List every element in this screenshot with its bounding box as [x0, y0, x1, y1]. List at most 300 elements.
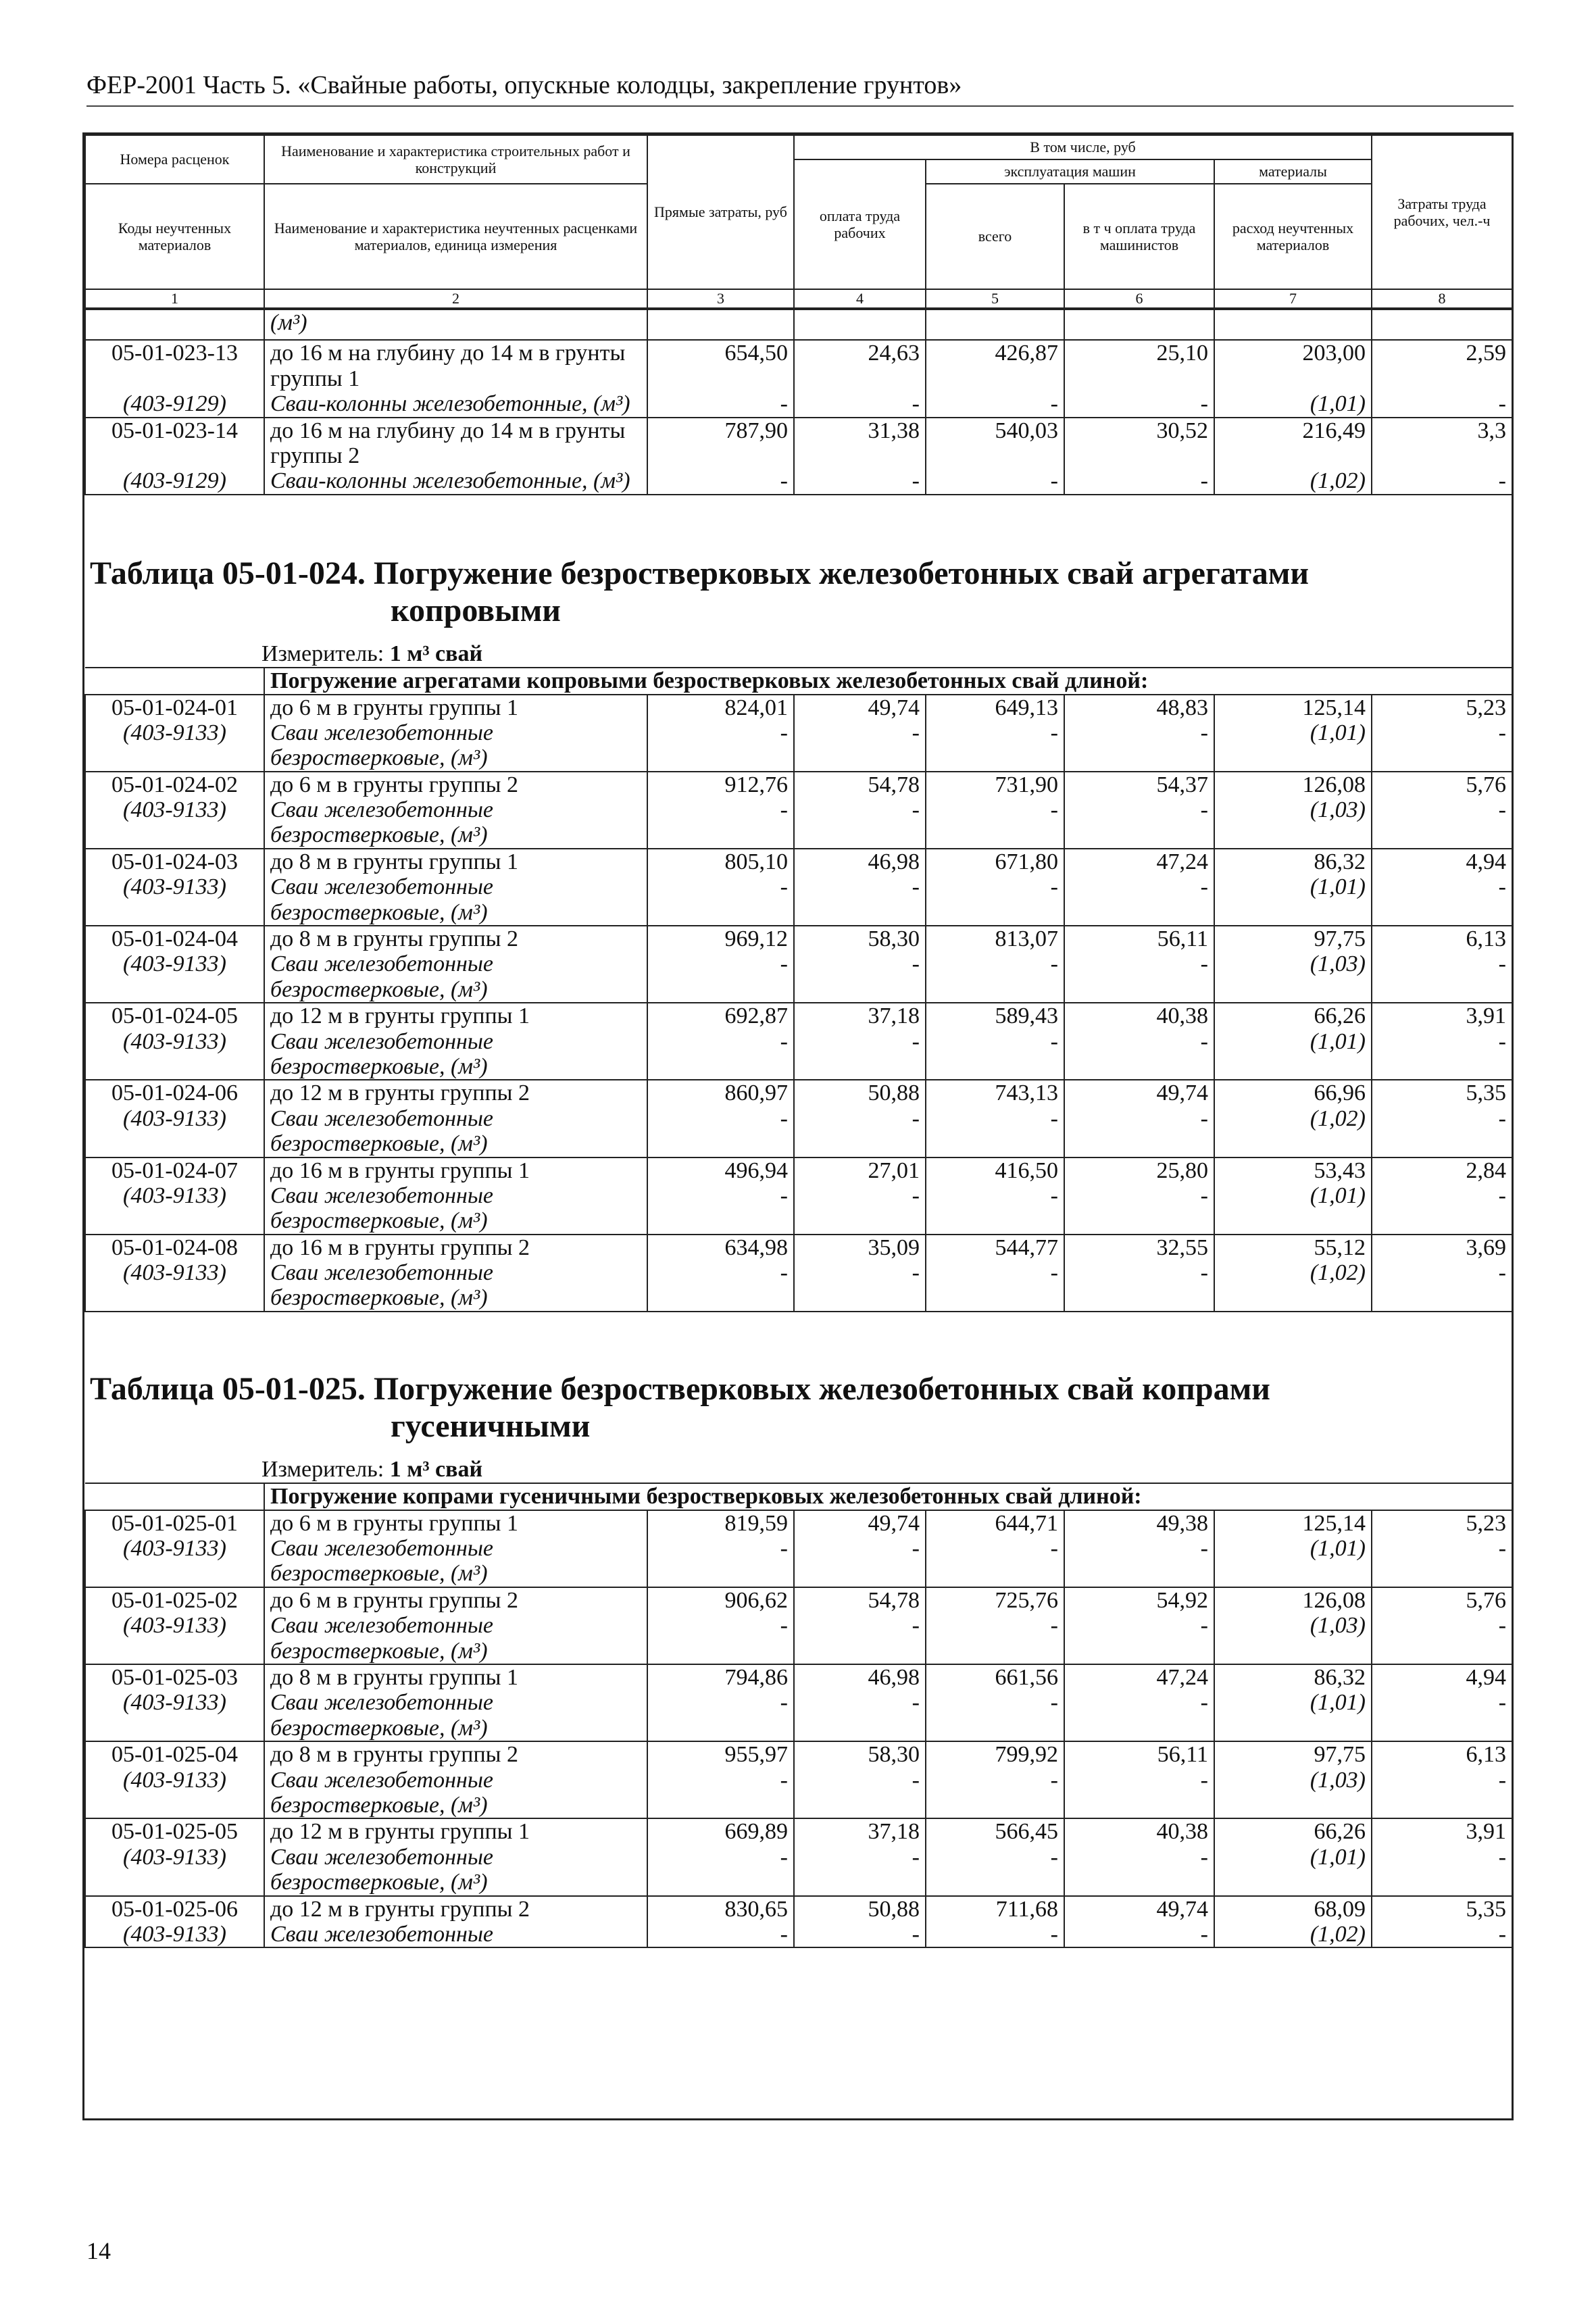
- rate-row: [85, 1235, 1512, 1260]
- price-sheet: [82, 132, 1514, 2120]
- labor: 5,23: [1372, 695, 1512, 720]
- direct-costs: 912,76: [647, 772, 794, 797]
- rate-code: 05-01-025-03: [85, 1664, 264, 1690]
- material-usage: (1,01): [1214, 1845, 1372, 1870]
- col-materials: материалы: [1214, 159, 1372, 184]
- empty-value: -: [1064, 1183, 1214, 1208]
- material-description: Сваи-колонны железобетонные, (м³): [264, 391, 647, 417]
- material-row-continued: [85, 1561, 1512, 1587]
- empty-value: -: [794, 951, 926, 976]
- wages: 58,30: [794, 1741, 926, 1767]
- rate-row: [85, 1741, 1512, 1767]
- machinist-wages: 49,38: [1064, 1510, 1214, 1536]
- labor: 3,69: [1372, 1235, 1512, 1260]
- empty-value: -: [794, 797, 926, 822]
- machines-total: 589,43: [926, 1003, 1064, 1028]
- empty-value: -: [1064, 1260, 1214, 1285]
- empty-value: -: [794, 1260, 926, 1285]
- empty-value: -: [647, 391, 794, 417]
- wages: 50,88: [794, 1080, 926, 1105]
- material-row: [85, 1613, 1512, 1638]
- empty-value: -: [926, 1690, 1064, 1715]
- direct-costs: 860,97: [647, 1080, 794, 1105]
- wages: 54,78: [794, 772, 926, 797]
- material-description-continued: безростверковые, (м³): [264, 822, 647, 848]
- labor: 3,91: [1372, 1818, 1512, 1844]
- labor: 5,76: [1372, 1587, 1512, 1613]
- table-024-measure: Измеритель: 1 м³ свай: [261, 641, 483, 667]
- empty-value: -: [1064, 1922, 1214, 1947]
- machines-total: 544,77: [926, 1235, 1064, 1260]
- material-description: Сваи железобетонные: [264, 720, 647, 745]
- empty-value: -: [1372, 1106, 1512, 1131]
- empty-value: -: [926, 1768, 1064, 1793]
- labor: 3,3: [1372, 418, 1512, 469]
- material-code: (403-9133): [85, 1922, 264, 1947]
- material-description-continued: безростверковые, (м³): [264, 900, 647, 926]
- rate-code: 05-01-024-06: [85, 1080, 264, 1105]
- wages: 24,63: [794, 340, 926, 391]
- material-row-continued: [85, 977, 1512, 1003]
- machinist-wages: 56,11: [1064, 926, 1214, 951]
- empty-value: -: [926, 1183, 1064, 1208]
- direct-costs: 969,12: [647, 926, 794, 951]
- material-description: Сваи железобетонные: [264, 1613, 647, 1638]
- direct-costs: 830,65: [647, 1896, 794, 1922]
- material-row-continued: [85, 1639, 1512, 1664]
- table-025: [84, 1483, 1513, 1948]
- rate-description: до 16 м в грунты группы 2: [264, 1235, 647, 1260]
- material-usage: (1,01): [1214, 1029, 1372, 1054]
- col-number: 8: [1372, 289, 1512, 308]
- empty-value: -: [1064, 1536, 1214, 1561]
- empty-value: -: [647, 1768, 794, 1793]
- empty-value: -: [1064, 391, 1214, 417]
- empty-value: -: [794, 874, 926, 899]
- col-material-names: Наименование и характеристика неучтенных расценками материалов, единица измерения: [264, 184, 647, 289]
- labor: 5,76: [1372, 772, 1512, 797]
- material-description: Сваи-колонны железобетонные, (м³): [264, 468, 647, 494]
- material-description: Сваи железобетонные: [264, 1768, 647, 1793]
- machinist-wages: 47,24: [1064, 1664, 1214, 1690]
- direct-costs: 824,01: [647, 695, 794, 720]
- material-description-continued: безростверковые, (м³): [264, 1793, 647, 1818]
- material-usage: (1,01): [1214, 1536, 1372, 1561]
- material-code: (403-9133): [85, 874, 264, 899]
- labor: 3,91: [1372, 1003, 1512, 1028]
- materials: 68,09: [1214, 1896, 1372, 1922]
- machines-total: 725,76: [926, 1587, 1064, 1613]
- material-code: (403-9133): [85, 1536, 264, 1561]
- empty-value: -: [926, 1613, 1064, 1638]
- material-description-continued: безростверковые, (м³): [264, 745, 647, 771]
- empty-value: -: [794, 468, 926, 494]
- material-row-continued: [85, 1208, 1512, 1234]
- labor: 5,35: [1372, 1080, 1512, 1105]
- col-labor: Затраты труда рабочих, чел.-ч: [1372, 135, 1512, 289]
- empty-value: -: [647, 1183, 794, 1208]
- labor: 5,23: [1372, 1510, 1512, 1536]
- empty-value: -: [1372, 720, 1512, 745]
- material-usage: (1,01): [1214, 1183, 1372, 1208]
- material-code: (403-9133): [85, 1690, 264, 1715]
- rate-description: до 6 м в грунты группы 2: [264, 1587, 647, 1613]
- machines-total: 711,68: [926, 1896, 1064, 1922]
- material-row-continued: [85, 900, 1512, 926]
- wages: 49,74: [794, 1510, 926, 1536]
- material-row: [85, 1922, 1512, 1947]
- rate-row: [85, 1587, 1512, 1613]
- col-materials-usage: расход неучтенных материалов: [1214, 184, 1372, 289]
- empty-value: -: [647, 1690, 794, 1715]
- material-row-continued: [85, 1716, 1512, 1741]
- direct-costs: 692,87: [647, 1003, 794, 1028]
- labor: 2,59: [1372, 340, 1512, 391]
- material-row: [85, 1029, 1512, 1054]
- rate-code: 05-01-024-02: [85, 772, 264, 797]
- materials: 86,32: [1214, 1664, 1372, 1690]
- empty-value: -: [794, 1768, 926, 1793]
- rate-row: [85, 1080, 1512, 1105]
- empty-value: -: [647, 1845, 794, 1870]
- carry-over-table: [84, 309, 1513, 339]
- material-description: Сваи железобетонные: [264, 1260, 647, 1285]
- rate-row: [85, 772, 1512, 797]
- rate-code: 05-01-024-07: [85, 1158, 264, 1183]
- rate-description: до 12 м в грунты группы 1: [264, 1818, 647, 1844]
- material-row: [85, 1768, 1512, 1793]
- empty-value: -: [926, 1029, 1064, 1054]
- empty-value: -: [647, 468, 794, 494]
- empty-value: -: [1064, 1768, 1214, 1793]
- materials: 126,08: [1214, 772, 1372, 797]
- machinist-wages: 49,74: [1064, 1896, 1214, 1922]
- material-description-continued: безростверковые, (м³): [264, 1639, 647, 1664]
- empty-value: -: [647, 1029, 794, 1054]
- rate-code: 05-01-024-08: [85, 1235, 264, 1260]
- material-description-continued: безростверковые, (м³): [264, 1561, 647, 1587]
- table-025-subheader: Погружение копрами гусеничными безростверковых железобетонных свай длиной:: [264, 1483, 1512, 1510]
- material-usage: (1,02): [1214, 1260, 1372, 1285]
- machines-total: 743,13: [926, 1080, 1064, 1105]
- empty-value: -: [794, 1029, 926, 1054]
- material-row: [85, 1183, 1512, 1208]
- material-row: [85, 1260, 1512, 1285]
- col-number: 7: [1214, 289, 1372, 308]
- labor: 6,13: [1372, 1741, 1512, 1767]
- labor: 6,13: [1372, 926, 1512, 951]
- material-usage: (1,03): [1214, 797, 1372, 822]
- empty-value: -: [926, 874, 1064, 899]
- machinist-wages: 25,10: [1064, 340, 1214, 391]
- rate-code: 05-01-025-01: [85, 1510, 264, 1536]
- empty-value: -: [926, 1845, 1064, 1870]
- machines-total: 813,07: [926, 926, 1064, 951]
- empty-value: -: [794, 720, 926, 745]
- material-description: Сваи железобетонные: [264, 874, 647, 899]
- material-row: [85, 951, 1512, 976]
- rate-row: [85, 1003, 1512, 1028]
- material-description-continued: безростверковые, (м³): [264, 1054, 647, 1080]
- material-usage: (1,03): [1214, 1613, 1372, 1638]
- col-number: 4: [794, 289, 926, 308]
- material-usage: (1,02): [1214, 1922, 1372, 1947]
- col-material-codes: Коды неучтенных материалов: [85, 184, 264, 289]
- rate-description: до 16 м на глубину до 14 м в грунты группы 2: [264, 418, 647, 469]
- labor: 2,84: [1372, 1158, 1512, 1183]
- labor: 4,94: [1372, 849, 1512, 874]
- empty-value: -: [647, 1536, 794, 1561]
- empty-value: -: [794, 1845, 926, 1870]
- material-description-continued: безростверковые, (м³): [264, 1716, 647, 1741]
- direct-costs: 496,94: [647, 1158, 794, 1183]
- materials: 125,14: [1214, 695, 1372, 720]
- material-row-continued: [85, 1131, 1512, 1157]
- empty-value: -: [1372, 1536, 1512, 1561]
- wages: 37,18: [794, 1818, 926, 1844]
- direct-costs: 669,89: [647, 1818, 794, 1844]
- material-description-continued: безростверковые, (м³): [264, 1208, 647, 1234]
- labor: 4,94: [1372, 1664, 1512, 1690]
- page-header: ФЕР-2001 Часть 5. «Свайные работы, опускные колодцы, закрепление грунтов»: [86, 70, 1514, 107]
- rate-description: до 12 м в грунты группы 2: [264, 1080, 647, 1105]
- col-number: 5: [926, 289, 1064, 308]
- material-description-continued: безростверковые, (м³): [264, 977, 647, 1003]
- empty-value: -: [926, 1536, 1064, 1561]
- material-description: Сваи железобетонные: [264, 1845, 647, 1870]
- carry-over-rows: [84, 339, 1513, 495]
- machinist-wages: 48,83: [1064, 695, 1214, 720]
- rate-description: до 8 м в грунты группы 1: [264, 1664, 647, 1690]
- machinist-wages: 30,52: [1064, 418, 1214, 469]
- material-row-continued: [85, 1285, 1512, 1311]
- rate-code: 05-01-025-02: [85, 1587, 264, 1613]
- material-description: Сваи железобетонные: [264, 1183, 647, 1208]
- empty-value: -: [647, 1922, 794, 1947]
- wages: 35,09: [794, 1235, 926, 1260]
- rate-row: [85, 1818, 1512, 1844]
- page-number: 14: [86, 2237, 111, 2264]
- rate-description: до 8 м в грунты группы 1: [264, 849, 647, 874]
- empty-value: -: [1372, 1029, 1512, 1054]
- empty-value: -: [1372, 1922, 1512, 1947]
- materials: 97,75: [1214, 926, 1372, 951]
- machinist-wages: 25,80: [1064, 1158, 1214, 1183]
- materials: 66,96: [1214, 1080, 1372, 1105]
- table-024-subheader: Погружение агрегатами копровыми безростверковых железобетонных свай длиной:: [264, 668, 1512, 694]
- empty-value: -: [926, 720, 1064, 745]
- table-025-title: Таблица 05-01-025. Погружение безростверковых железобетонных свай копрами гусеничными: [90, 1370, 1270, 1445]
- empty-value: -: [926, 468, 1064, 494]
- material-code: (403-9133): [85, 1029, 264, 1054]
- machines-total: 416,50: [926, 1158, 1064, 1183]
- machines-total: 671,80: [926, 849, 1064, 874]
- rate-row: [85, 1896, 1512, 1922]
- materials: 66,26: [1214, 1818, 1372, 1844]
- empty-value: -: [1372, 797, 1512, 822]
- col-number: 2: [264, 289, 647, 308]
- material-usage: (1,02): [1214, 1106, 1372, 1131]
- empty-value: -: [1064, 797, 1214, 822]
- empty-value: -: [926, 391, 1064, 417]
- empty-value: -: [1372, 391, 1512, 417]
- rate-row: [85, 1158, 1512, 1183]
- rate-code: 05-01-023-14: [85, 418, 264, 469]
- machines-total: 799,92: [926, 1741, 1064, 1767]
- materials: 125,14: [1214, 1510, 1372, 1536]
- table-024-title: Таблица 05-01-024. Погружение безростверковых железобетонных свай агрегатами копровыми: [90, 555, 1310, 628]
- empty-value: -: [1372, 1845, 1512, 1870]
- rate-description: до 16 м на глубину до 14 м в грунты группы 1: [264, 340, 647, 391]
- machines-total: 540,03: [926, 418, 1064, 469]
- machines-total: 649,13: [926, 695, 1064, 720]
- col-wages: оплата труда рабочих: [794, 159, 926, 289]
- material-usage: (1,01): [1214, 391, 1372, 417]
- empty-value: -: [794, 1106, 926, 1131]
- machinist-wages: 40,38: [1064, 1818, 1214, 1844]
- rate-code: 05-01-024-05: [85, 1003, 264, 1028]
- col-including: В том числе, руб: [794, 135, 1372, 159]
- material-usage: (1,01): [1214, 874, 1372, 899]
- materials: 126,08: [1214, 1587, 1372, 1613]
- material-row-continued: [85, 822, 1512, 848]
- empty-value: -: [926, 797, 1064, 822]
- material-usage: (1,01): [1214, 1690, 1372, 1715]
- material-description: Сваи железобетонные: [264, 1690, 647, 1715]
- wages: 54,78: [794, 1587, 926, 1613]
- materials: 55,12: [1214, 1235, 1372, 1260]
- empty-value: -: [794, 1922, 926, 1947]
- materials: 86,32: [1214, 849, 1372, 874]
- empty-value: -: [1064, 1845, 1214, 1870]
- material-description: Сваи железобетонные: [264, 951, 647, 976]
- column-numbers: [85, 289, 1512, 308]
- empty-value: -: [647, 720, 794, 745]
- rate-row: [85, 418, 1512, 469]
- materials: 97,75: [1214, 1741, 1372, 1767]
- empty-value: -: [794, 391, 926, 417]
- machinist-wages: 40,38: [1064, 1003, 1214, 1028]
- empty-value: -: [1372, 1768, 1512, 1793]
- empty-value: -: [1064, 1613, 1214, 1638]
- material-code: (403-9133): [85, 1613, 264, 1638]
- rate-description: до 8 м в грунты группы 2: [264, 926, 647, 951]
- material-row-continued: [85, 1870, 1512, 1895]
- empty-value: -: [647, 1613, 794, 1638]
- material-code: (403-9129): [85, 468, 264, 494]
- col-number: 3: [647, 289, 794, 308]
- material-code: (403-9133): [85, 1106, 264, 1131]
- table-025-measure: Измеритель: 1 м³ свай: [261, 1457, 483, 1483]
- empty-value: -: [1064, 951, 1214, 976]
- material-row: [85, 1536, 1512, 1561]
- empty-value: -: [647, 951, 794, 976]
- col-direct-costs: Прямые затраты, руб: [647, 135, 794, 289]
- empty-value: -: [1372, 1690, 1512, 1715]
- rate-description: до 12 м в грунты группы 2: [264, 1896, 647, 1922]
- direct-costs: 654,50: [647, 340, 794, 391]
- empty-value: -: [1372, 1613, 1512, 1638]
- rate-code: 05-01-024-04: [85, 926, 264, 951]
- col-number: 6: [1064, 289, 1214, 308]
- rate-description: до 16 м в грунты группы 1: [264, 1158, 647, 1183]
- col-machines: эксплуатация машин: [926, 159, 1214, 184]
- wages: 31,38: [794, 418, 926, 469]
- machines-total: 566,45: [926, 1818, 1064, 1844]
- material-row-continued: [85, 745, 1512, 771]
- wages: 46,98: [794, 849, 926, 874]
- material-row: [85, 720, 1512, 745]
- material-description: Сваи железобетонные: [264, 1106, 647, 1131]
- empty-value: -: [794, 1536, 926, 1561]
- direct-costs: 805,10: [647, 849, 794, 874]
- rate-row: [85, 849, 1512, 874]
- material-usage: (1,01): [1214, 720, 1372, 745]
- wages: 27,01: [794, 1158, 926, 1183]
- rate-description: до 6 м в грунты группы 2: [264, 772, 647, 797]
- rate-description: до 6 м в грунты группы 1: [264, 695, 647, 720]
- materials: 66,26: [1214, 1003, 1372, 1028]
- col-number: 1: [85, 289, 264, 308]
- material-usage: (1,02): [1214, 468, 1372, 494]
- material-code: (403-9133): [85, 1768, 264, 1793]
- material-row: [85, 468, 1512, 494]
- material-row: [85, 1690, 1512, 1715]
- direct-costs: 955,97: [647, 1741, 794, 1767]
- materials: 203,00: [1214, 340, 1372, 391]
- empty-value: -: [647, 1260, 794, 1285]
- machines-total: 731,90: [926, 772, 1064, 797]
- rate-code: 05-01-025-05: [85, 1818, 264, 1844]
- wages: 50,88: [794, 1896, 926, 1922]
- wages: 58,30: [794, 926, 926, 951]
- material-code: (403-9133): [85, 797, 264, 822]
- material-code: (403-9133): [85, 1845, 264, 1870]
- materials: 216,49: [1214, 418, 1372, 469]
- material-row: [85, 391, 1512, 417]
- labor: 5,35: [1372, 1896, 1512, 1922]
- materials: 53,43: [1214, 1158, 1372, 1183]
- empty-value: -: [1372, 951, 1512, 976]
- material-code: (403-9133): [85, 720, 264, 745]
- empty-value: -: [1064, 1029, 1214, 1054]
- material-description: Сваи железобетонные: [264, 1922, 647, 1947]
- rate-description: до 12 м в грунты группы 1: [264, 1003, 647, 1028]
- empty-value: -: [1064, 1690, 1214, 1715]
- empty-value: -: [926, 1922, 1064, 1947]
- machinist-wages: 56,11: [1064, 1741, 1214, 1767]
- rate-row: [85, 1664, 1512, 1690]
- machinist-wages: 49,74: [1064, 1080, 1214, 1105]
- material-row: [85, 1845, 1512, 1870]
- material-row: [85, 874, 1512, 899]
- carry-over-unit: (м³): [264, 309, 647, 335]
- empty-value: -: [1372, 1183, 1512, 1208]
- material-code: (403-9133): [85, 1260, 264, 1285]
- material-description-continued: безростверковые, (м³): [264, 1131, 647, 1157]
- table-024: [84, 667, 1513, 1312]
- empty-value: -: [926, 1260, 1064, 1285]
- col-machinist-wages: в т ч оплата труда машинистов: [1064, 184, 1214, 289]
- rate-code: 05-01-024-03: [85, 849, 264, 874]
- material-code: (403-9133): [85, 951, 264, 976]
- machines-total: 661,56: [926, 1664, 1064, 1690]
- empty-value: -: [794, 1690, 926, 1715]
- rate-description: до 8 м в грунты группы 2: [264, 1741, 647, 1767]
- direct-costs: 794,86: [647, 1664, 794, 1690]
- machinist-wages: 32,55: [1064, 1235, 1214, 1260]
- rate-row: [85, 695, 1512, 720]
